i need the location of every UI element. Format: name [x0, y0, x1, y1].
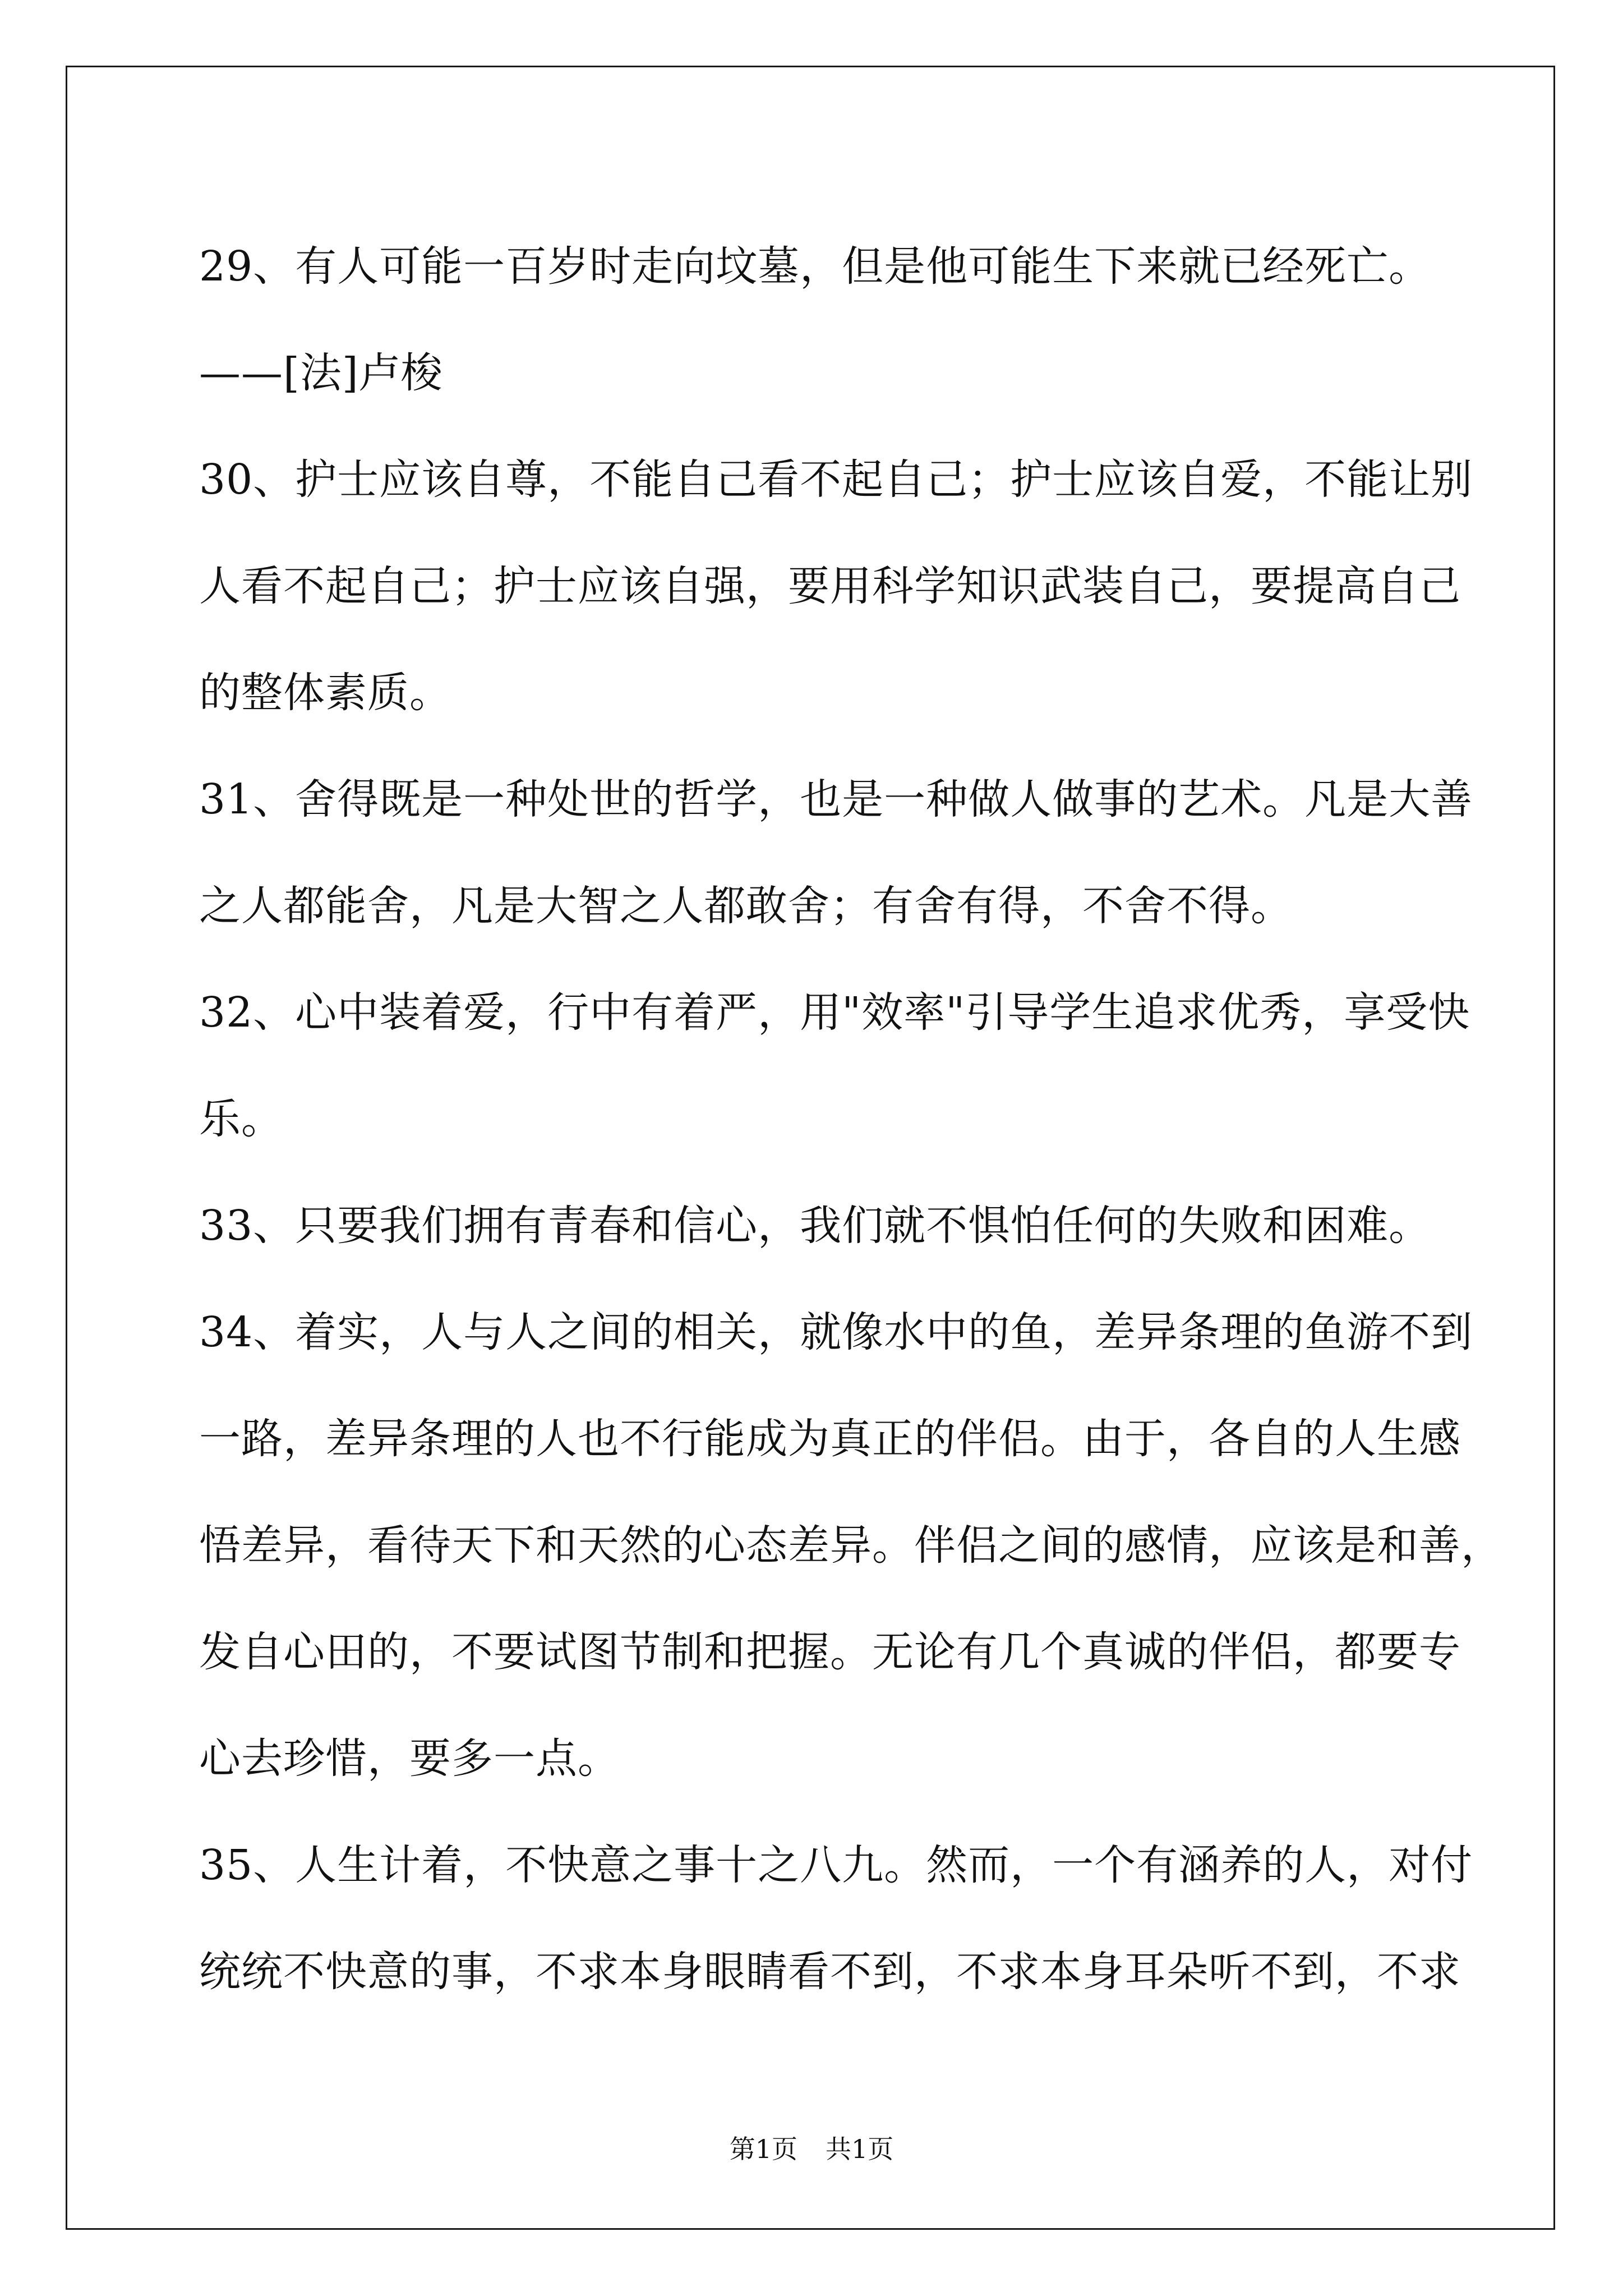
text-line: 心去珍惜，要多一点。 — [199, 1734, 620, 1783]
text-line: 统统不快意的事，不求本身眼睛看不到，不求本身耳朵听不到，不求 — [199, 1948, 1461, 1996]
text-line: 一路，差异条理的人也不行能成为真正的伴侣。由于，各自的人生感 — [199, 1415, 1461, 1463]
text-line: 人看不起自己；护士应该自强，要用科学知识武装自己，要提高自己 — [199, 562, 1461, 610]
page-number: 第1页 — [729, 2134, 797, 2164]
text-line: 发自心田的，不要试图节制和把握。无论有几个真诚的伴侣，都要专 — [199, 1628, 1461, 1676]
document-body — [199, 213, 1503, 2025]
text-line: 乐。 — [199, 1095, 283, 1143]
page-footer — [0, 2129, 1623, 2166]
text-line: 29、有人可能一百岁时走向坟墓，但是他可能生下来就已经死亡。 — [199, 242, 1431, 291]
text-line: 30、护士应该自尊，不能自己看不起自己；护士应该自爱，不能让别 — [199, 455, 1473, 504]
text-line: 32、心中装着爱，行中有着严，用"效率"引导学生追求优秀，享受快 — [199, 988, 1470, 1037]
text-line: 的整体素质。 — [199, 669, 451, 717]
text-line: 35、人生计着，不快意之事十之八九。然而，一个有涵养的人，对付 — [199, 1841, 1473, 1889]
text-line: 悟差异，看待天下和天然的心态差异。伴侣之间的感情，应该是和善， — [199, 1521, 1503, 1570]
text-line: 33、只要我们拥有青春和信心，我们就不惧怕任何的失败和困难。 — [199, 1202, 1431, 1250]
page-total: 共1页 — [826, 2134, 894, 2164]
text-line: 31、舍得既是一种处世的哲学，也是一种做人做事的艺术。凡是大善 — [199, 775, 1473, 823]
text-line: ——[法]卢梭 — [199, 349, 443, 397]
text-line: 之人都能舍，凡是大智之人都敢舍；有舍有得，不舍不得。 — [199, 882, 1293, 930]
text-line: 34、着实，人与人之间的相关，就像水中的鱼，差异条理的鱼游不到 — [199, 1308, 1473, 1356]
